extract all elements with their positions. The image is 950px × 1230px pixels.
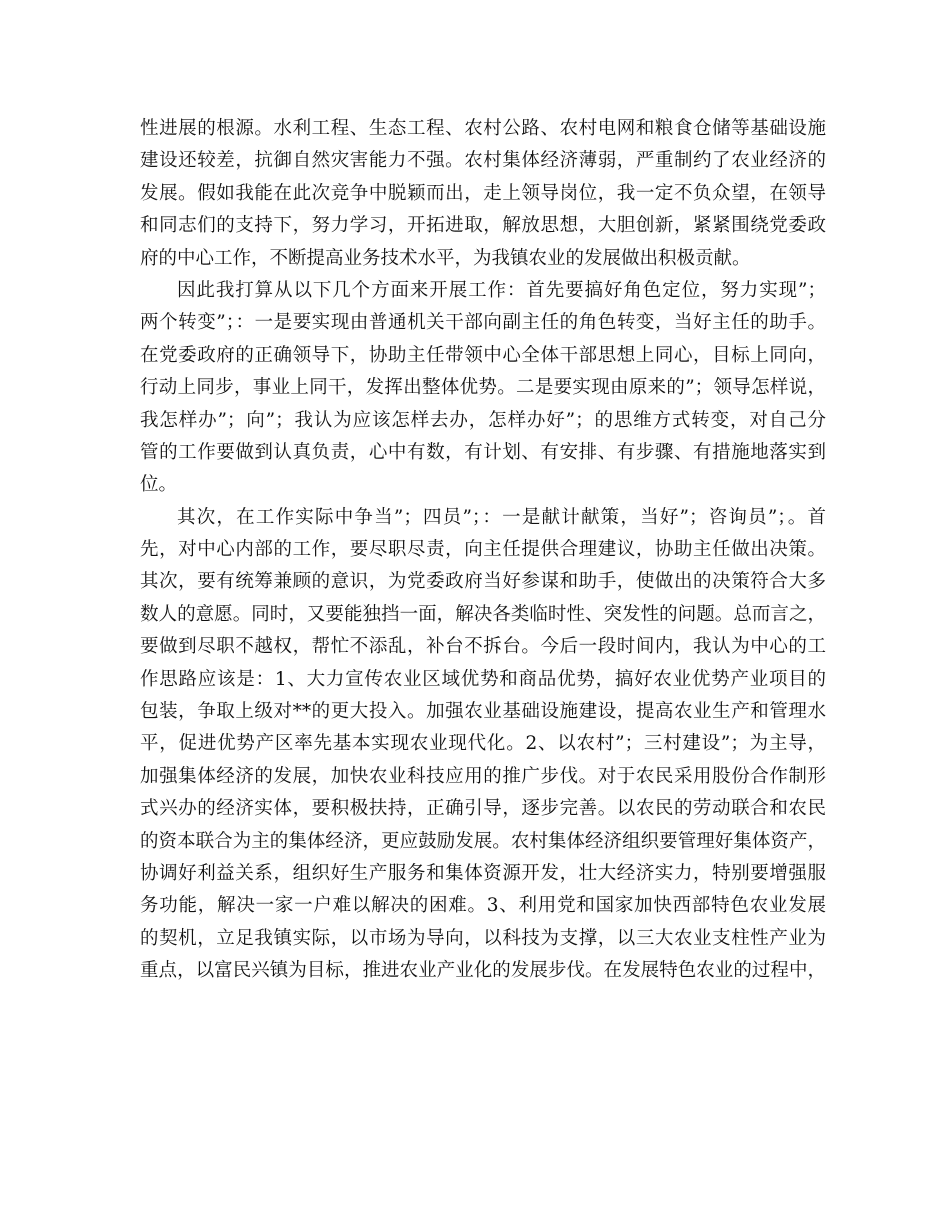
text-line: 性进展的根源。水利工程、生态工程、农村公路、农村电网和粮食仓储等基础设施 [140, 118, 826, 139]
text-line: 数人的意愿。同时，又要能独挡一面，解决各类临时性、突发性的问题。总而言之， [140, 603, 826, 625]
text-line: 行动上同步，事业上同干，发挥出整体优势。二是要实现由原来的”；领导怎样说， [140, 377, 826, 399]
text-line: 要做到尽职不越权，帮忙不添乱，补台不拆台。今后一段时间内，我认为中心的工 [140, 636, 826, 658]
text-line: 作思路应该是：1、大力宣传农业区域优势和商品优势，搞好农业优势产业项目的 [140, 668, 826, 690]
text-line: 发展。假如我能在此次竞争中脱颖而出，走上领导岗位，我一定不负众望，在领导 [140, 182, 826, 204]
document-body [140, 113, 826, 988]
text-line: 的契机，立足我镇实际，以市场为导向，以科技为支撑，以三大农业支柱性产业为 [140, 927, 826, 949]
text-line: 我怎样办”；向”；我认为应该怎样去办，怎样办好”；的思维方式转变，对自己分 [140, 409, 826, 431]
text-line: 的资本联合为主的集体经济，更应鼓励发展。农村集体经济组织要管理好集体资产， [140, 830, 826, 852]
text-line: 其次，在工作实际中争当”；四员”；：一是献计献策，当好”；咨询员”；。首 [177, 506, 826, 528]
text-line: 加强集体经济的发展，加快农业科技应用的推广步伐。对于农民采用股份合作制形 [140, 765, 826, 787]
text-line: 两个转变”；：一是要实现由普通机关干部向副主任的角色转变，当好主任的助手。 [140, 312, 826, 334]
text-line: 因此我打算从以下几个方面来开展工作：首先要搞好角色定位，努力实现”； [177, 279, 826, 301]
text-line: 位。 [140, 474, 178, 496]
text-line: 重点，以富民兴镇为目标，推进农业产业化的发展步伐。在发展特色农业的过程中， [140, 960, 826, 982]
text-line: 包装，争取上级对**的更大投入。加强农业基础设施建设，提高农业生产和管理水 [140, 701, 826, 723]
text-line: 式兴办的经济实体，要积极扶持，正确引导，逐步完善。以农民的劳动联合和农民 [140, 798, 826, 820]
text-line: 其次，要有统筹兼顾的意识，为党委政府当好参谋和助手，使做出的决策符合大多 [140, 571, 826, 593]
text-line: 管的工作要做到认真负责，心中有数，有计划、有安排、有步骤、有措施地落实到 [140, 441, 826, 463]
text-line: 先，对中心内部的工作，要尽职尽责，向主任提供合理建议，协助主任做出决策。 [140, 539, 826, 561]
text-line: 平，促进优势产区率先基本实现农业现代化。2、以农村”；三村建设”；为主导， [140, 733, 826, 755]
text-line: 务功能，解决一家一户难以解决的困难。3、利用党和国家加快西部特色农业发展 [140, 895, 826, 917]
text-line: 府的中心工作，不断提高业务技术水平，为我镇农业的发展做出积极贡献。 [140, 247, 751, 269]
text-line: 建设还较差，抗御自然灾害能力不强。农村集体经济薄弱，严重制约了农业经济的 [140, 150, 826, 172]
text-line: 和同志们的支持下，努力学习，开拓进取，解放思想，大胆创新，紧紧围绕党委政 [140, 215, 826, 237]
text-line: 协调好利益关系，组织好生产服务和集体资源开发，壮大经济实力，特别要增强服 [140, 862, 826, 884]
text-line: 在党委政府的正确领导下，协助主任带领中心全体干部思想上同心，目标上同向， [140, 344, 826, 366]
